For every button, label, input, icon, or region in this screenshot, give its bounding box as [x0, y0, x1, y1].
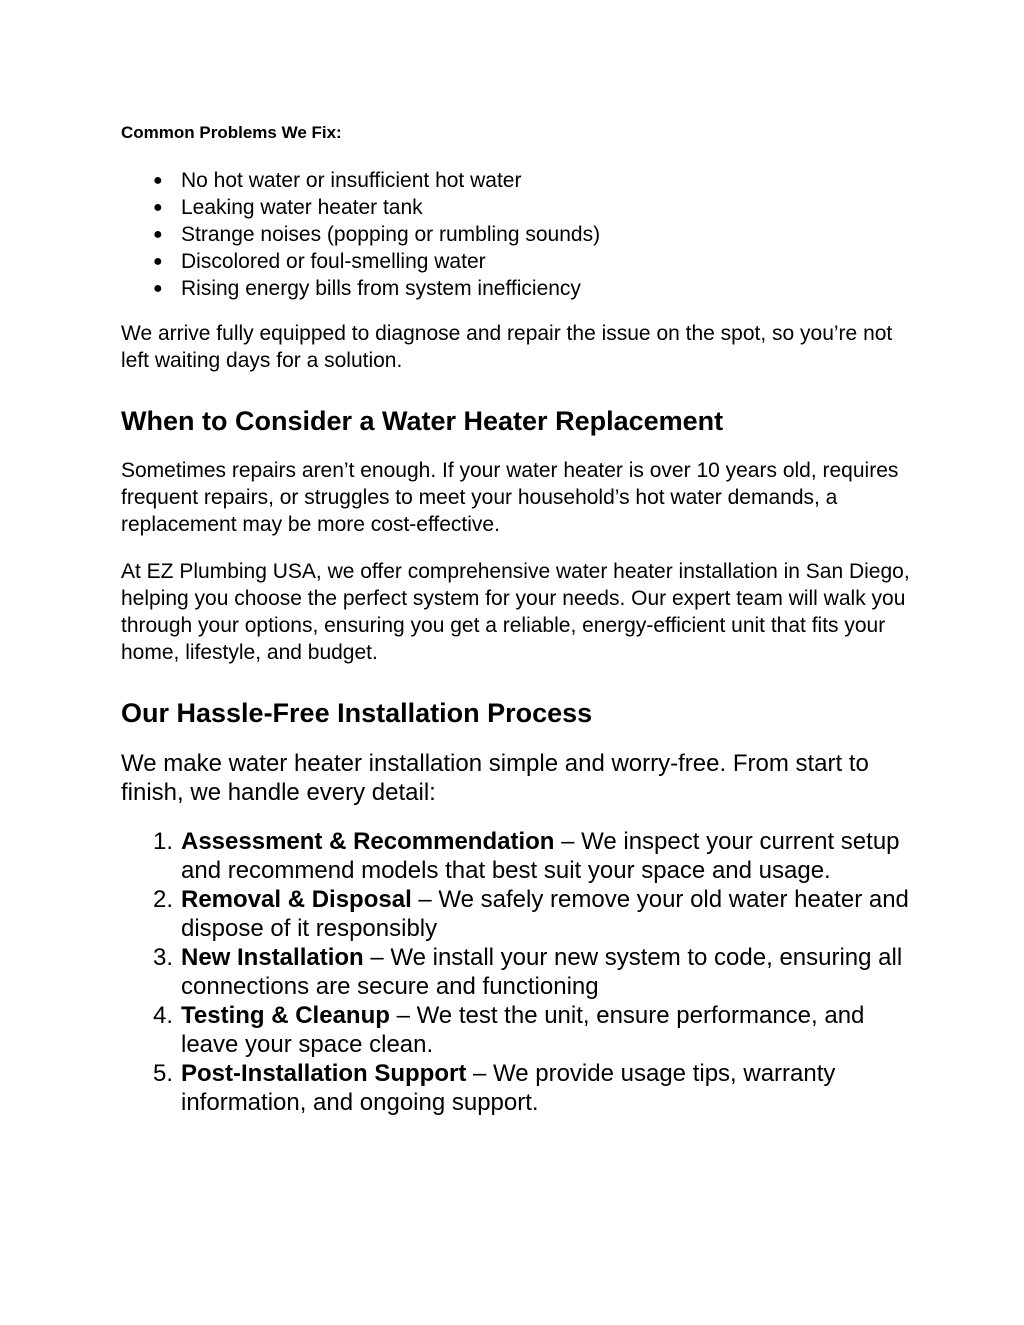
bullet-icon: ●	[153, 172, 163, 189]
installation-intro: We make water heater installation simple and worry-free. From start to finish, we handle every detail:	[121, 750, 869, 806]
step-title: New Installation	[181, 944, 364, 971]
list-item	[121, 221, 600, 248]
step-item	[121, 1059, 911, 1117]
installation-steps	[121, 827, 911, 1117]
list-item	[121, 248, 600, 275]
list-item	[121, 194, 600, 221]
replacement-heading: When to Consider a Water Heater Replacement	[121, 406, 724, 436]
list-item-text: Strange noises (popping or rumbling sounds)	[181, 223, 601, 246]
list-item-text: Leaking water heater tank	[181, 196, 423, 219]
step-number: 2.	[153, 886, 174, 913]
step-item	[121, 827, 911, 885]
installation-heading: Our Hassle-Free Installation Process	[121, 698, 593, 728]
bullet-icon: ●	[153, 226, 163, 243]
step-text: – We install your new system to code, ensuring all connections are secure and functioning	[181, 944, 903, 1000]
arrival-paragraph: We arrive fully equipped to diagnose and repair the issue on the spot, so you’re not left waiting days for a solution.	[121, 322, 893, 372]
list-item	[121, 275, 600, 302]
step-number: 3.	[153, 944, 174, 971]
step-title: Testing & Cleanup	[181, 1002, 390, 1029]
step-text: – We test the unit, ensure performance, and leave your space clean.	[181, 1002, 865, 1058]
step-title: Removal & Disposal	[181, 886, 412, 913]
replacement-paragraph-2: At EZ Plumbing USA, we offer comprehensive water heater installation in San Diego, helping you choose the perfect system for your needs. Our expert team will walk you through your options, ensuring you get a reliable, energy-efficient unit that fits your home, lifestyle, and budget.	[121, 560, 910, 664]
step-item	[121, 885, 911, 943]
step-title: Post-Installation Support	[181, 1060, 467, 1087]
problems-list	[121, 167, 600, 302]
list-item-text: Discolored or foul-smelling water	[181, 250, 486, 273]
step-number: 4.	[153, 1002, 174, 1029]
problems-label: Common Problems We Fix:	[121, 123, 342, 142]
replacement-paragraph-1: Sometimes repairs aren’t enough. If your water heater is over 10 years old, requires frequent repairs, or struggles to meet your household’s hot water demands, a replacement may be more cost-effective.	[121, 459, 899, 536]
list-item-text: No hot water or insufficient hot water	[181, 169, 522, 192]
list-item-text: Rising energy bills from system inefficiency	[181, 277, 581, 300]
step-number: 5.	[153, 1060, 174, 1087]
step-text: – We inspect your current setup and recommend models that best suit your space and usage.	[181, 828, 900, 884]
step-item	[121, 943, 911, 1001]
step-text: – We safely remove your old water heater and dispose of it responsibly	[181, 886, 909, 942]
step-number: 1.	[153, 828, 174, 855]
step-title: Assessment & Recommendation	[181, 828, 555, 855]
bullet-icon: ●	[153, 253, 163, 270]
list-item	[121, 167, 600, 194]
bullet-icon: ●	[153, 199, 163, 216]
step-item	[121, 1001, 911, 1059]
bullet-icon: ●	[153, 280, 163, 297]
step-text: – We provide usage tips, warranty information, and ongoing support.	[181, 1060, 836, 1116]
